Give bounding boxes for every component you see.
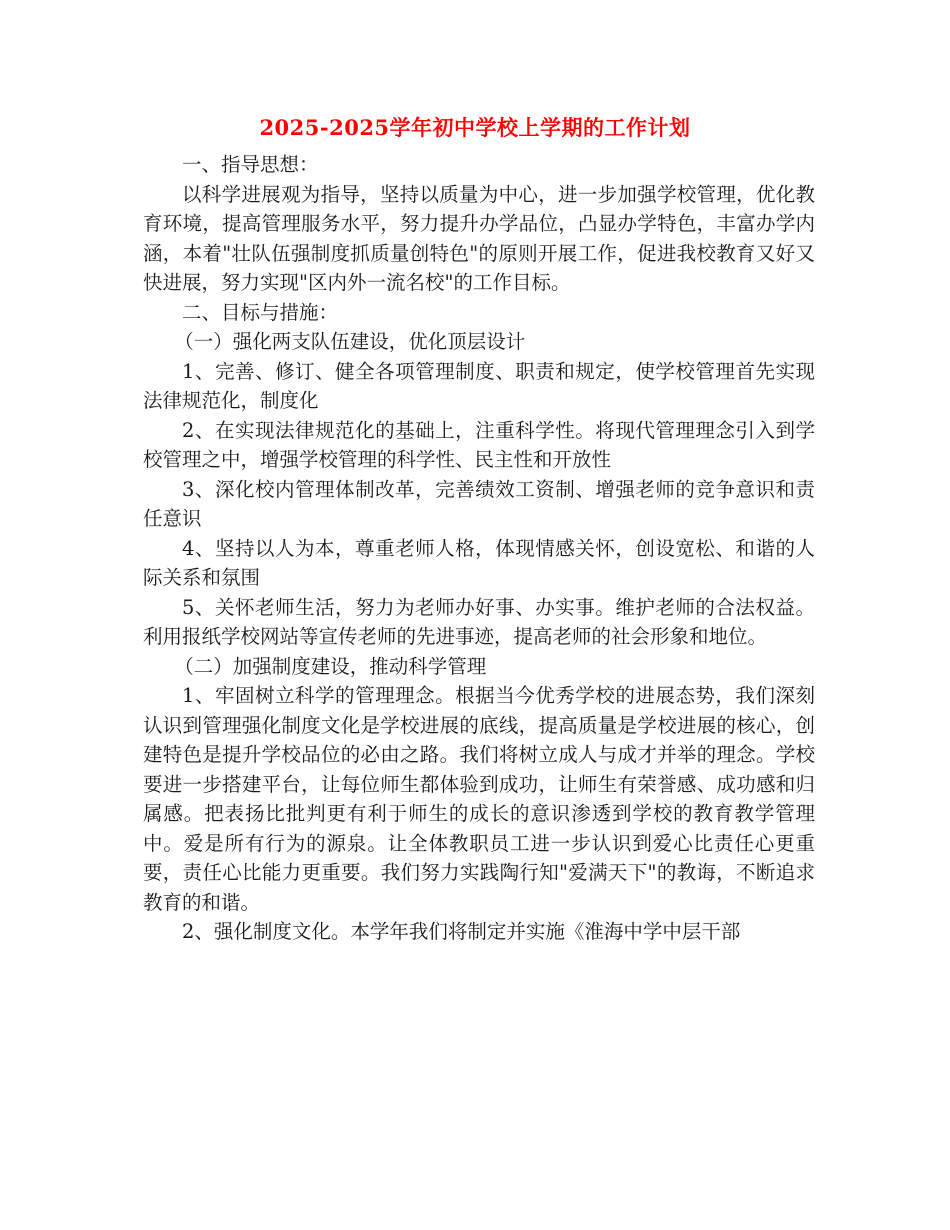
paragraph: 二、目标与措施： (182, 300, 339, 324)
paragraph: （一）强化两支队伍建设，优化顶层设计 (174, 330, 526, 353)
paragraph: 1、牢固树立科学的管理理念。根据当今优秀学校的进展态势，我们深刻认识到管理强化制度文化是学校进展的底线，提高质量是学校进展的核心，创建特色是提升学校品位的必由之路。我们将树立成人与成才并举的理念。学校要进一步搭建平台，让每位师生都体验到成功，让师生有荣誉感、成功感和归属感。把表扬比批判更有利于师生的成长的意识渗透到学校的教育教学管理中。爱是所有行为的源泉。让全体教职员工进一步认识到爱心比责任心更重要，责任心比能力更重要。我们努力实践陶行知"爱满天下"的教诲，不断追求教育的和谐。 (143, 684, 815, 914)
paragraph: 2、在实现法律规范化的基础上，注重科学性。将现代管理理念引入到学校管理之中，增强学校管理的科学性、民主性和开放性 (143, 418, 815, 471)
paragraph: 4、坚持以人为本，尊重老师人格，体现情感关怀，创设宽松、和谐的人际关系和氛围 (143, 536, 815, 589)
document-title: 2025-2025学年初中学校上学期的工作计划 (259, 115, 691, 140)
paragraph: 2、强化制度文化。本学年我们将制定并实施《淮海中学中层干部 (182, 920, 741, 943)
paragraph: 1、完善、修订、健全各项管理制度、职责和规定，使学校管理首先实现法律规范化，制度化 (143, 359, 815, 412)
paragraph: 以科学进展观为指导，坚持以质量为中心，进一步加强学校管理，优化教育环境，提高管理服务水平，努力提升办学品位，凸显办学特色，丰富办学内涵，本着"壮队伍强制度抓质量创特色"的原则开展工作，促进我校教育又好又快进展，努力实现"区内外一流名校"的工作目标。 (143, 182, 815, 294)
paragraph: 5、关怀老师生活，努力为老师办好事、办实事。维护老师的合法权益。利用报纸学校网站等宣传老师的先进事迹，提高老师的社会形象和地位。 (143, 595, 815, 648)
paragraph: 3、深化校内管理体制改革，完善绩效工资制、增强老师的竞争意识和责任意识 (143, 477, 815, 530)
document-body (143, 150, 815, 947)
paragraph: （二）加强制度建设，推动科学管理 (174, 654, 487, 678)
paragraph: 一、指导思想： (182, 153, 319, 176)
